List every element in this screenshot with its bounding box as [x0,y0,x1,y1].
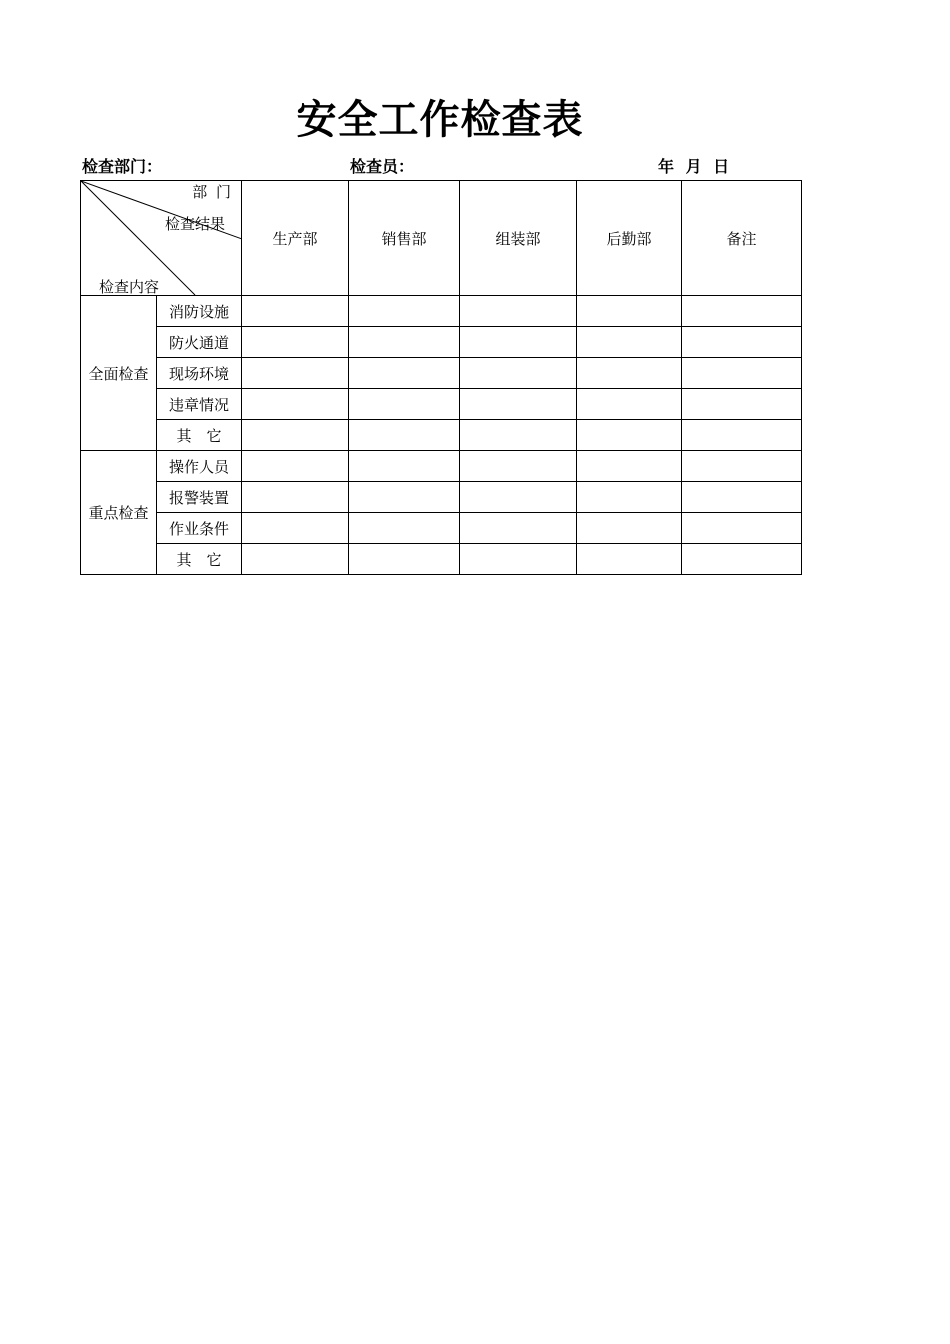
item-label-cell: 违章情况 [157,389,242,420]
result-cell[interactable] [577,358,682,389]
result-cell[interactable] [242,513,349,544]
result-cell[interactable] [682,327,802,358]
column-header: 生产部 [242,181,349,296]
table-row [81,327,802,358]
column-header: 组装部 [460,181,577,296]
result-cell[interactable] [460,513,577,544]
result-cell[interactable] [349,544,460,575]
table-row [81,389,802,420]
column-header: 后勤部 [577,181,682,296]
inspection-department-label: 检查部门： [82,157,163,176]
result-cell[interactable] [460,358,577,389]
result-cell[interactable] [682,482,802,513]
result-cell[interactable] [242,358,349,389]
table-row [81,513,802,544]
result-cell[interactable] [577,327,682,358]
result-cell[interactable] [682,451,802,482]
diagonal-header-cell [81,181,242,296]
result-cell[interactable] [577,513,682,544]
result-cell[interactable] [349,420,460,451]
result-cell[interactable] [682,296,802,327]
table-body [81,181,802,575]
result-cell[interactable] [682,389,802,420]
result-cell[interactable] [460,451,577,482]
table-row [81,296,802,327]
result-cell[interactable] [682,358,802,389]
result-cell[interactable] [242,544,349,575]
result-cell[interactable] [460,327,577,358]
item-label-cell: 其 它 [157,420,242,451]
table-row [81,482,802,513]
page-title: 安全工作检查表 [296,97,584,143]
result-cell[interactable] [577,482,682,513]
table-row [81,544,802,575]
table-row [81,358,802,389]
result-cell[interactable] [577,544,682,575]
corner-result-label: 检查结果 [164,215,225,233]
result-cell[interactable] [349,296,460,327]
result-cell[interactable] [242,451,349,482]
result-cell[interactable] [682,544,802,575]
result-cell[interactable] [349,389,460,420]
result-cell[interactable] [577,389,682,420]
item-label-cell: 操作人员 [157,451,242,482]
result-cell[interactable] [349,358,460,389]
result-cell[interactable] [349,513,460,544]
item-label-cell: 报警装置 [157,482,242,513]
date-label: 年 月 日 [658,157,730,176]
result-cell[interactable] [682,513,802,544]
group-label-cell: 全面检查 [81,296,157,451]
result-cell[interactable] [349,327,460,358]
column-header: 备注 [682,181,802,296]
header-row [81,181,802,296]
item-label-cell: 现场环境 [157,358,242,389]
item-label-cell: 消防设施 [157,296,242,327]
inspector-label: 检查员： [350,157,415,176]
result-cell[interactable] [460,420,577,451]
inspection-table [80,180,802,575]
result-cell[interactable] [242,482,349,513]
result-cell[interactable] [460,296,577,327]
result-cell[interactable] [349,451,460,482]
result-cell[interactable] [242,389,349,420]
item-label-cell: 作业条件 [157,513,242,544]
result-cell[interactable] [682,420,802,451]
column-header: 销售部 [349,181,460,296]
group-label-cell: 重点检查 [81,451,157,575]
result-cell[interactable] [460,482,577,513]
item-label-cell: 防火通道 [157,327,242,358]
item-label-cell: 其 它 [157,544,242,575]
result-cell[interactable] [577,296,682,327]
table-row [81,420,802,451]
corner-content-label: 检查内容 [99,278,160,296]
result-cell[interactable] [577,420,682,451]
table-row [81,451,802,482]
result-cell[interactable] [460,544,577,575]
result-cell[interactable] [349,482,460,513]
result-cell[interactable] [242,420,349,451]
result-cell[interactable] [460,389,577,420]
corner-department-label: 部 门 [192,183,233,201]
result-cell[interactable] [242,327,349,358]
result-cell[interactable] [577,451,682,482]
result-cell[interactable] [242,296,349,327]
